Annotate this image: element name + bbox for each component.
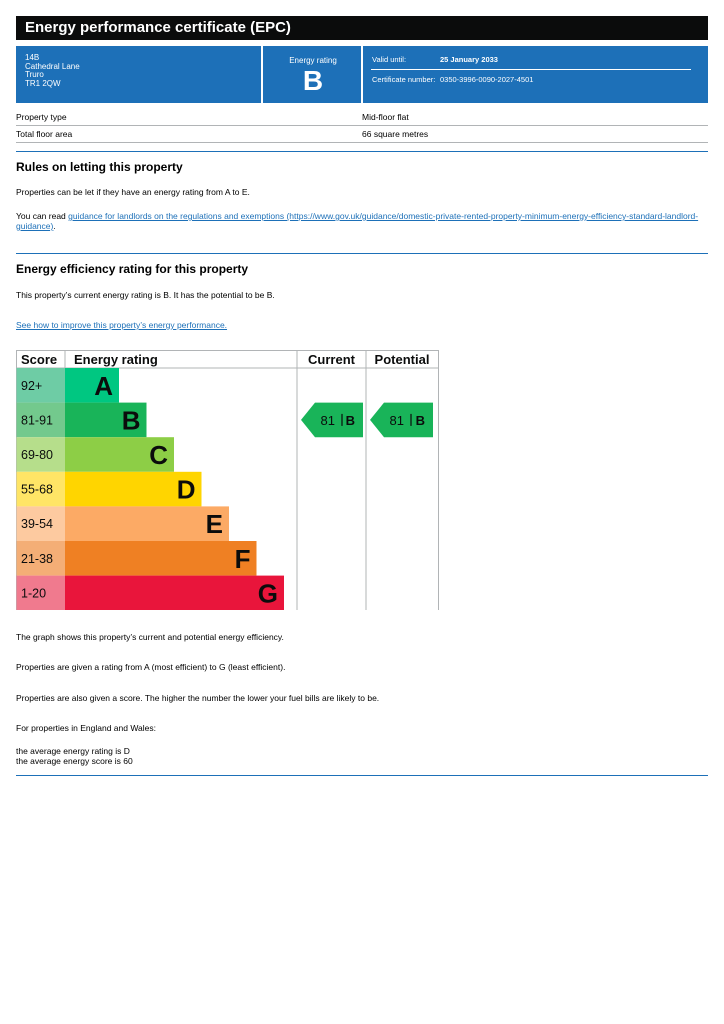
rating-letter-c: C: [149, 440, 168, 470]
note-average-score: the average energy score is 60: [16, 756, 133, 766]
certificate-header: [16, 46, 708, 103]
potential-header: Potential: [374, 352, 430, 367]
score-label: 39-54: [21, 517, 53, 532]
score-label: 55-68: [21, 482, 53, 497]
rating-letter-g: G: [257, 578, 278, 609]
potential-rating-score: 81: [389, 412, 404, 428]
floor-area-value: 66 square metres: [362, 129, 429, 139]
rules-heading: Rules on letting this property: [16, 160, 183, 174]
guidance-suffix: .: [53, 221, 56, 231]
property-type-value: Mid-floor flat: [362, 112, 409, 122]
rating-bar-f: [65, 541, 257, 576]
header-divider: [361, 46, 363, 103]
efficiency-paragraph: This property’s current energy rating is B. It has the potential to be B.: [16, 290, 275, 300]
energy-rating-label: Energy rating: [289, 56, 337, 65]
current-rating-score: 81: [320, 412, 335, 428]
floor-area-label: Total floor area: [16, 129, 73, 139]
note-ratings: Properties are given a rating from A (most efficient) to G (least efficient).: [16, 662, 286, 672]
note-average-rating: the average energy rating is D: [16, 746, 130, 756]
address-line-2: Cathedral Lane: [25, 61, 80, 71]
address-line-3: Truro: [25, 70, 44, 79]
efficiency-heading: Energy efficiency rating for this property: [16, 262, 249, 276]
energy-rating-chart: [16, 350, 440, 615]
current-header: Current: [308, 352, 355, 367]
valid-until-value: 25 January 2033: [440, 55, 498, 64]
score-label: 81-91: [21, 413, 53, 428]
guidance-paragraph: [16, 211, 706, 231]
energy-rating-chart-svg: [16, 350, 440, 610]
certificate-number-label: Certificate number:: [372, 75, 436, 84]
valid-until-label: Valid until:: [372, 55, 407, 64]
property-address: [25, 54, 80, 88]
rating-bar-g: [65, 576, 284, 610]
score-label: 1-20: [21, 586, 47, 601]
section-divider: [16, 151, 708, 152]
rating-letter-a: A: [94, 370, 113, 401]
guidance-prefix: You can read: [16, 211, 69, 221]
property-type-label: Property type: [16, 112, 67, 122]
current-rating-letter: B: [345, 412, 355, 428]
certificate-number-value: 0350-3996-0090-2027-4501: [440, 75, 534, 84]
improve-performance-link[interactable]: See how to improve this property’s energy performance.: [16, 320, 228, 330]
score-label: 69-80: [21, 448, 53, 462]
energy-rating-header: Energy rating: [74, 352, 158, 367]
energy-rating-letter: B: [302, 65, 324, 96]
page-title: Energy performance certificate (EPC): [16, 16, 708, 40]
header-rule: [371, 69, 691, 70]
note-region: For properties in England and Wales:: [16, 723, 157, 733]
score-label: 21-38: [21, 551, 53, 566]
property-type-row: [16, 108, 708, 126]
guidance-link[interactable]: guidance for landlords on the regulations and exemptions (https://www.gov.uk/guidance/domestic-private-rented-property-minimum-energy-efficiency-standard-landlord-guidance): [16, 211, 699, 231]
score-header: Score: [21, 352, 58, 367]
address-postcode: TR1 2QW: [25, 78, 61, 88]
note-scores: Properties are also given a score. The higher the number the lower your fuel bills are likely to be.: [16, 693, 380, 703]
rating-bar-e: [65, 506, 229, 541]
section-divider: [16, 775, 708, 776]
potential-rating-letter: B: [415, 412, 425, 428]
floor-area-row: [16, 125, 708, 143]
rating-letter-d: D: [176, 474, 196, 505]
rating-letter-f: F: [234, 543, 251, 574]
section-divider: [16, 253, 708, 254]
note-graph: The graph shows this property’s current and potential energy efficiency.: [16, 632, 284, 642]
score-label: 92+: [21, 378, 43, 393]
rules-paragraph: Properties can be let if they have an energy rating from A to E.: [16, 187, 250, 197]
address-line-1: 14B: [25, 53, 40, 62]
rating-letter-b: B: [121, 405, 141, 436]
rating-letter-e: E: [205, 509, 223, 540]
